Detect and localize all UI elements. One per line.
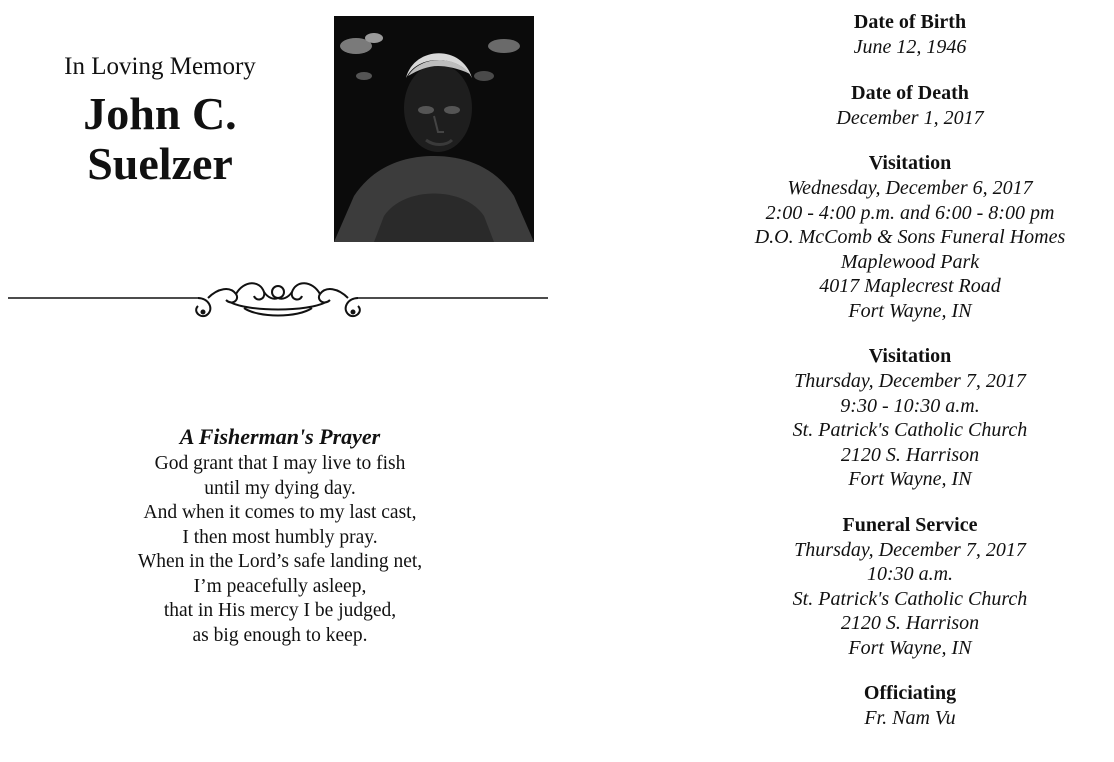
section-line: Thursday, December 7, 2017 bbox=[794, 370, 1026, 392]
section-line: Fort Wayne, IN bbox=[848, 299, 972, 322]
section-heading: Date of Birth bbox=[853, 11, 967, 33]
prayer-line: as big enough to keep. bbox=[192, 624, 368, 646]
section-heading: Officiating bbox=[863, 682, 957, 704]
section-line: June 12, 1946 bbox=[853, 36, 967, 58]
section-heading: Visitation bbox=[868, 152, 952, 174]
section-heading: Date of Death bbox=[851, 81, 969, 104]
section-line: 10:30 a.m. bbox=[866, 563, 954, 585]
section-line: 9:30 - 10:30 a.m. bbox=[840, 394, 980, 417]
prayer-line: I then most humbly pray. bbox=[182, 526, 378, 548]
prayer-line: that in His mercy I be judged, bbox=[163, 600, 397, 621]
prayer-line: And when it comes to my last cast, bbox=[143, 502, 417, 523]
section-heading: Visitation bbox=[868, 345, 952, 367]
prayer-line: until my dying day. bbox=[204, 477, 356, 499]
section-line: Thursday, December 7, 2017 bbox=[794, 538, 1026, 561]
date-of-death-section bbox=[720, 81, 1100, 131]
section-line: St. Patrick's Catholic Church bbox=[792, 419, 1028, 441]
portrait-photo-graphic bbox=[334, 16, 534, 242]
section-line: Wednesday, December 6, 2017 bbox=[787, 177, 1033, 199]
portrait-photo bbox=[334, 16, 534, 242]
prayer-line: I’m peacefully asleep, bbox=[193, 575, 367, 597]
section-heading: Funeral Service bbox=[842, 513, 978, 536]
prayer-title: A Fisherman's Prayer bbox=[179, 424, 381, 449]
section-line: 2120 S. Harrison bbox=[840, 612, 980, 634]
section-line: Fort Wayne, IN bbox=[848, 636, 972, 659]
fishermans-prayer bbox=[60, 424, 500, 648]
section-line: 2:00 - 4:00 p.m. and 6:00 - 8:00 pm bbox=[765, 201, 1055, 224]
ornamental-scroll-divider-icon bbox=[8, 268, 548, 328]
deceased-name-first: John C. bbox=[83, 88, 237, 139]
section-line: Fort Wayne, IN bbox=[848, 468, 972, 490]
section-line: December 1, 2017 bbox=[836, 106, 984, 129]
memorial-label: In Loving Memory bbox=[64, 53, 256, 80]
prayer-line: God grant that I may live to fish bbox=[154, 453, 406, 474]
section-line: Fr. Nam Vu bbox=[864, 707, 956, 729]
officiating-section bbox=[720, 681, 1100, 731]
section-line: Maplewood Park bbox=[840, 250, 980, 273]
prayer-line: When in the Lord’s safe landing net, bbox=[137, 551, 423, 572]
date-of-birth-section bbox=[720, 10, 1100, 60]
section-line: St. Patrick's Catholic Church bbox=[792, 587, 1028, 610]
deceased-name-last: Suelzer bbox=[87, 138, 233, 189]
section-line: 4017 Maplecrest Road bbox=[819, 275, 1001, 297]
service-details-panel bbox=[720, 10, 1100, 752]
visitation-thursday-section bbox=[720, 344, 1100, 492]
visitation-wednesday-section bbox=[720, 151, 1100, 323]
section-line: 2120 S. Harrison bbox=[840, 443, 980, 466]
section-line: D.O. McComb & Sons Funeral Homes bbox=[754, 226, 1066, 248]
funeral-service-section bbox=[720, 513, 1100, 661]
